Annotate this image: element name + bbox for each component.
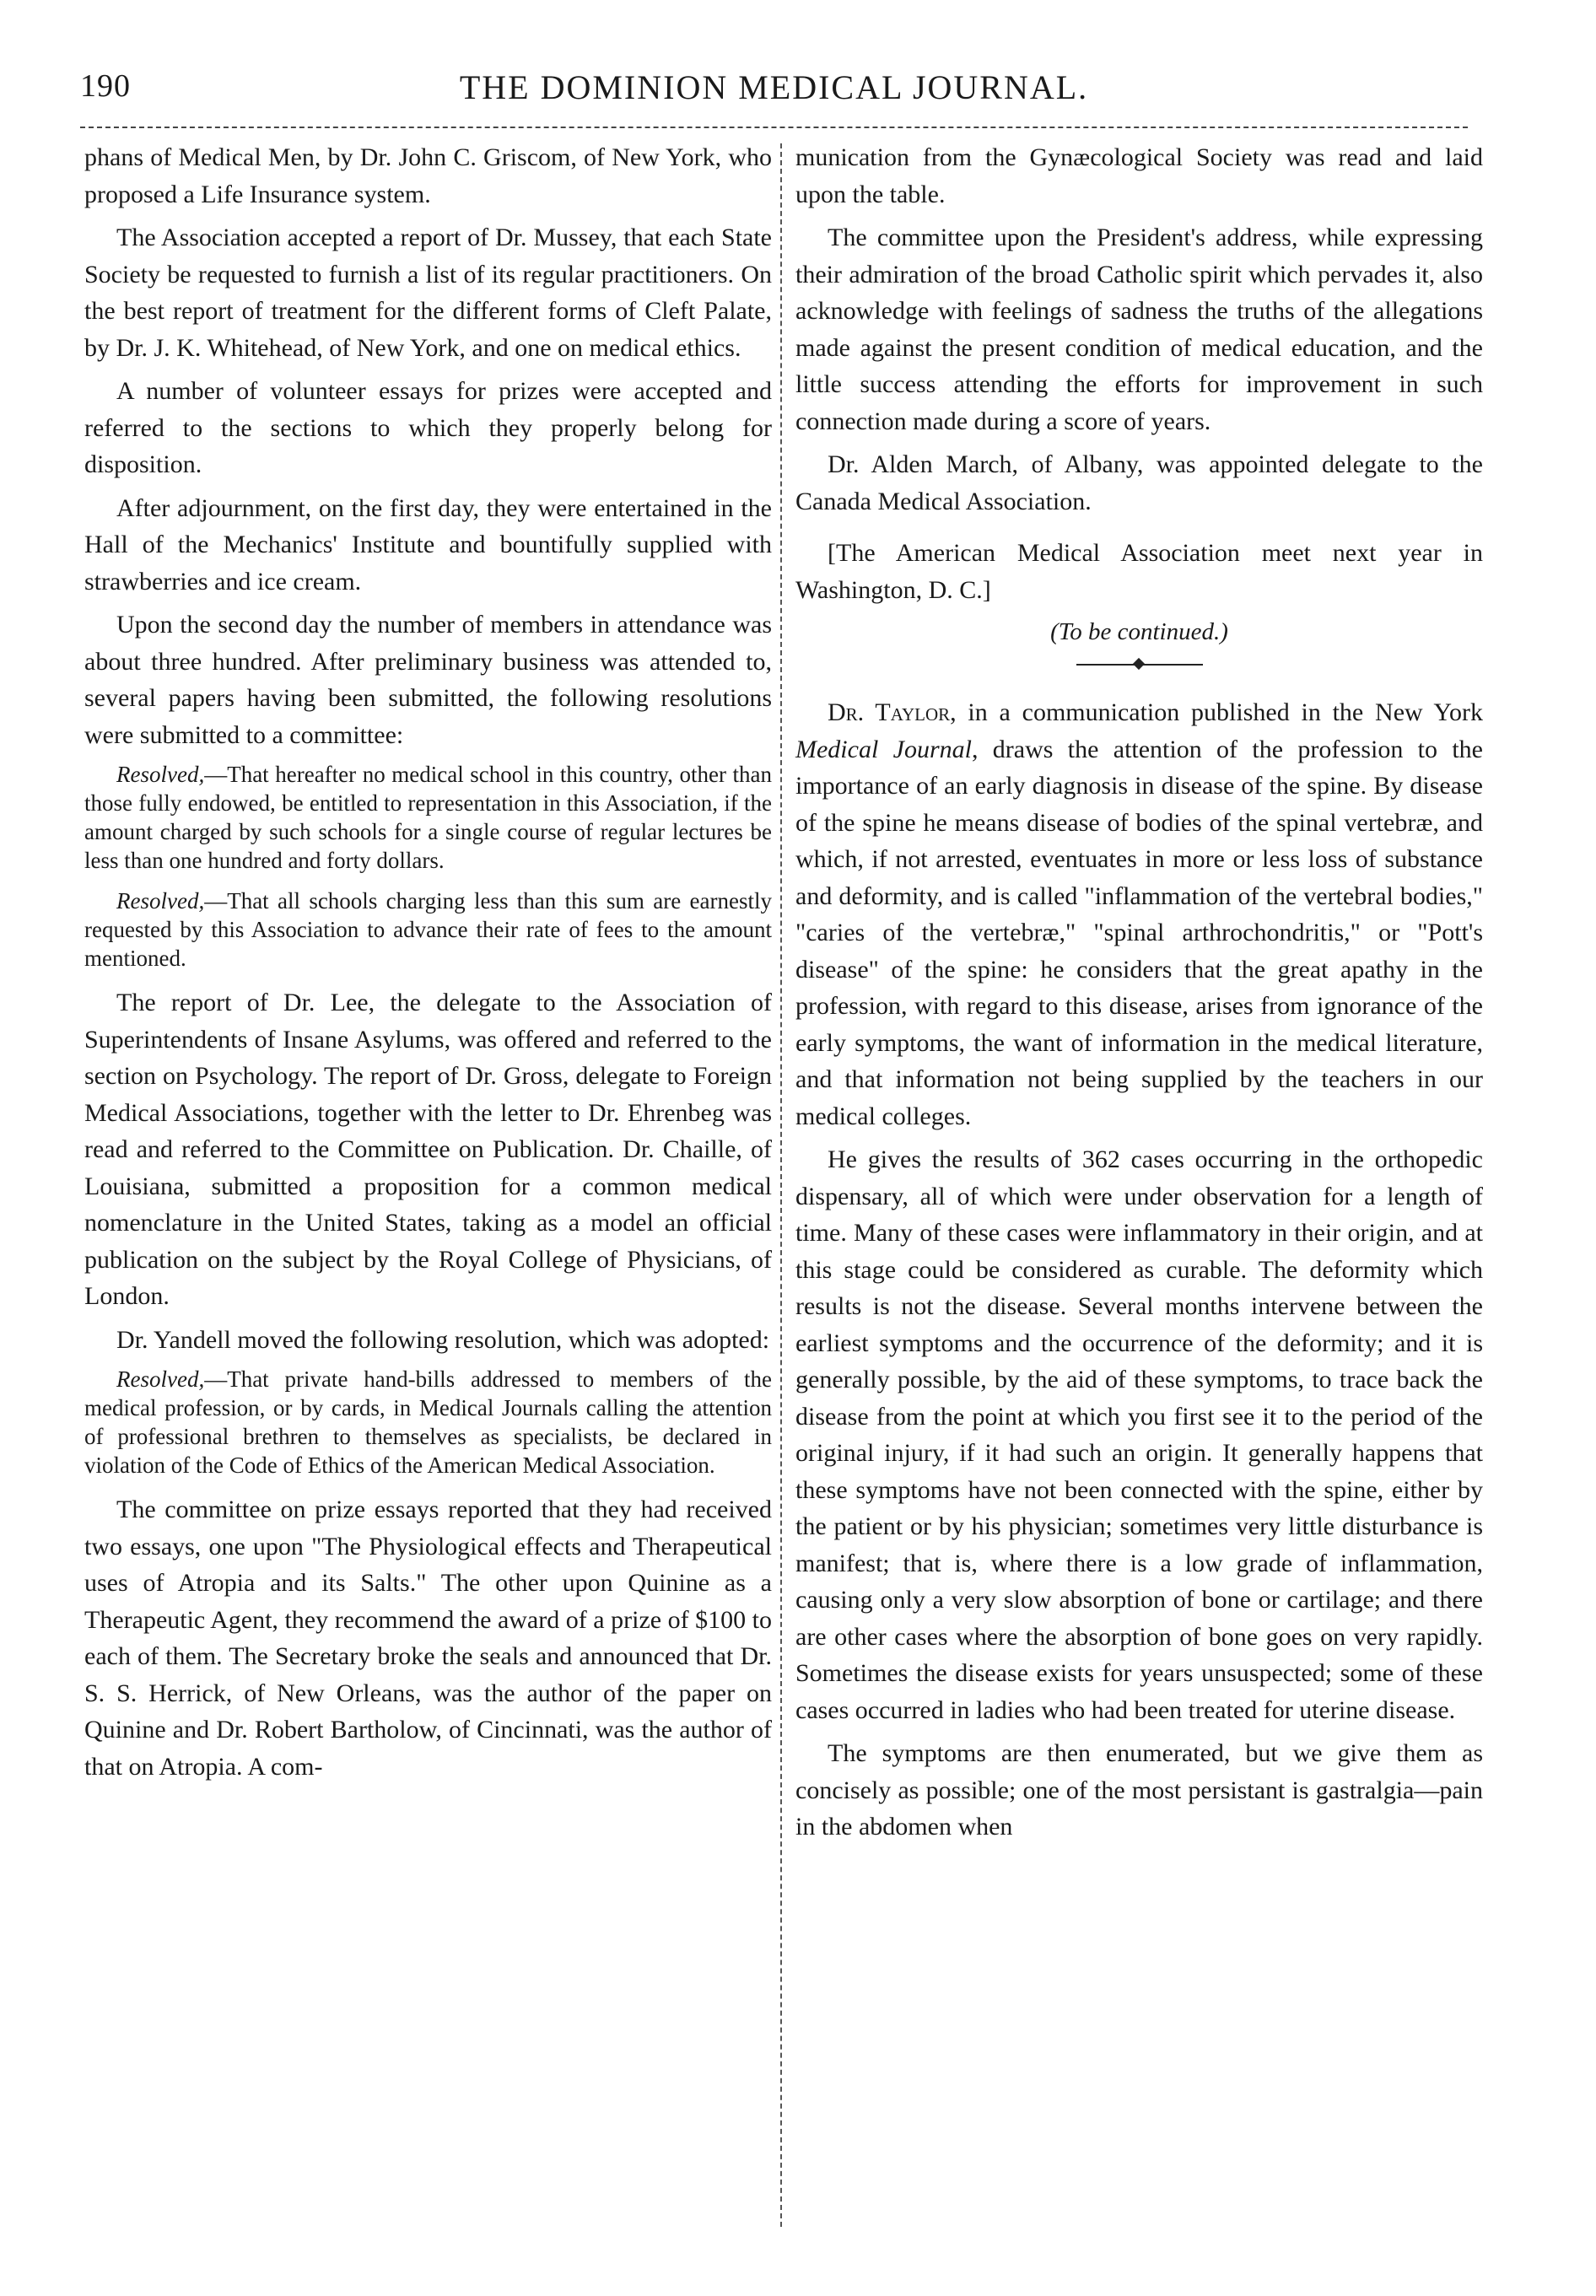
- paragraph: The committee on prize essays reported that they had received two essays, one upon "The Physiological effects and Therapeutical uses of Atropia and its Salts." The other upon Quinine as a Therapeutic Agent, they recommend the award of a prize of $100 to each of them. The Secretary broke the seals and announced that Dr. S. S. Herrick, of New Orleans, was the author of the paper on Quinine and Dr. Robert Bartholow, of Cincinnati, was the author of that on Atropia. A com-: [84, 1496, 772, 1781]
- diamond-icon: [1132, 658, 1144, 670]
- right-column: [795, 139, 1483, 1852]
- resolution: [84, 760, 772, 875]
- paragraph-text: , in a communication published in the New York: [950, 698, 1483, 726]
- continued-note: (To be continued.): [1050, 618, 1228, 645]
- paragraph-text: , draws the attention of the profession to the importance of an early diagnosis in disease of the spine. By disease of the spine he means disease of bodies of the spinal vertebræ, and which, if not arrested, eventuates in more or less loss of substance and deformity, and is called "inflammation of the vertebral bodies," "caries of the vertebræ," "spinal arthrochondritis," or "Pott's disease" of the spine: he considers that the great apathy in the profession, with regard to this disease, arises from ignorance of the early symptoms, the want of information in the medical literature, and that information not being supplied by the teachers in our medical colleges.: [795, 735, 1483, 1130]
- section-divider-ornament: [1076, 664, 1203, 666]
- running-title: THE DOMINION MEDICAL JOURNAL.: [459, 68, 1089, 106]
- paragraph: After adjournment, on the first day, they were entertained in the Hall of the Mechanics' Institute and bountifully supplied with strawberries and ice cream.: [84, 493, 772, 596]
- paragraph: Upon the second day the number of members in attendance was about three hundred. After preliminary business was attended to, several papers having been submitted, the following resolutions were submitted to a committee:: [84, 611, 772, 749]
- paragraph: The report of Dr. Lee, the delegate to the Association of Superintendents of Insane Asylums, was offered and referred to the section on Psychology. The report of Dr. Gross, delegate to Foreign Medical Associations, together with the letter to Dr. Ehrenbeg was read and referred to the Committee on Publication. Dr. Chaille, of Louisiana, submitted a proposition for a common medical nomenclature in the United States, taking as a model an official publication on the subject by the Royal College of Physicians, of London.: [84, 989, 772, 1310]
- page-header: [80, 67, 1468, 118]
- resolution: [84, 1365, 772, 1479]
- resolution-text: —That private hand-bills addressed to members of the medical profession, or by cards, in Medical Journals calling the attention of professional brethren to themselves as specialists, be declared in violation of the Code of Ethics of the American Medical Association.: [84, 1366, 772, 1478]
- paragraph: The committee upon the President's address, while expressing their admiration of the broad Catholic spirit which pervades it, also acknowledge with feelings of sadness the truths of the allegations made against the present condition of medical education, and the little success attending the efforts for improvement in such connection made during a score of years.: [795, 224, 1483, 435]
- resolved-label: Resolved,: [116, 762, 205, 787]
- header-rule: [80, 127, 1468, 128]
- page-number: 190: [80, 68, 131, 104]
- paragraph: He gives the results of 362 cases occurring in the orthopedic dispensary, all of which were under observation for a length of time. Many of these cases were inflammatory in their origin, and at this stage could be considered as curable. The deformity which results is not the disease. Several months intervene between the earliest symptoms and the occurrence of the deformity; and it is generally possible, by the aid of these symptoms, to trace back the disease from the point at which you first see it to the period of the original injury, if it had such an origin. It generally happens that these symptoms have not been connected with the spine, either by the patient or by his physician; sometimes very little disturbance is manifest; that is, where there is a low grade of inflammation, causing only a very slow absorption of bone or cartilage; and there are other cases where the absorption of bone goes on very rapidly. Sometimes the disease exists for years unsuspected; some of these cases occurred in ladies who had been treated for uterine disease.: [795, 1145, 1483, 1724]
- paragraph: munication from the Gynæcological Society was read and laid upon the table.: [795, 143, 1483, 208]
- resolved-label: Resolved,: [116, 888, 205, 914]
- paragraph: A number of volunteer essays for prizes were accepted and referred to the sections to which they properly belong for disposition.: [84, 377, 772, 478]
- author-name: Dr. Taylor: [828, 698, 951, 726]
- paragraph: phans of Medical Men, by Dr. John C. Griscom, of New York, who proposed a Life Insurance system.: [84, 143, 772, 208]
- resolution-text: —That all schools charging less than this sum are earnestly requested by this Association to advance their rate of fees to the amount mentioned.: [84, 888, 772, 971]
- resolution-text: —That hereafter no medical school in this country, other than those fully endowed, be entitled to representation in this Association, if the amount charged by such schools for a single course of regular lectures be less than one hundred and forty dollars.: [84, 762, 772, 873]
- paragraph: The Association accepted a report of Dr. Mussey, that each State Society be requested to furnish a list of its regular practitioners. On the best report of treatment for the different forms of Cleft Palate, by Dr. J. K. Whitehead, of New York, and one on medical ethics.: [84, 224, 772, 362]
- resolution: [84, 887, 772, 973]
- resolved-label: Resolved,: [116, 1366, 205, 1392]
- editorial-note: [The American Medical Association meet next year in Washington, D. C.]: [795, 539, 1483, 604]
- paragraph: Dr. Yandell moved the following resolution, which was adopted:: [116, 1325, 770, 1354]
- left-column: [84, 139, 772, 1792]
- paragraph: Dr. Alden March, of Albany, was appointed delegate to the Canada Medical Association.: [795, 450, 1483, 515]
- paragraph: The symptoms are then enumerated, but we give them as concisely as possible; one of the most persistant is gastralgia—pain in the abdomen when: [795, 1739, 1483, 1841]
- column-divider: [780, 143, 782, 2227]
- paragraph: [795, 694, 1483, 1135]
- journal-name: Medical Journal: [795, 735, 972, 763]
